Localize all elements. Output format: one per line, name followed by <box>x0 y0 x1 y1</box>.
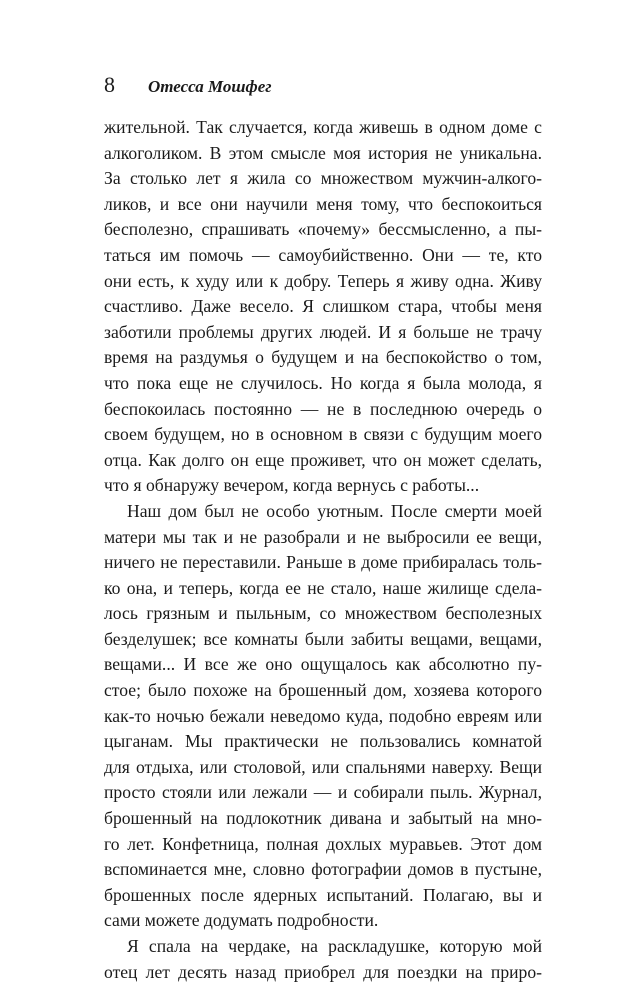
text-line: своем будущем, но в основном в связи с будущим моего <box>104 424 542 445</box>
text-line: безделушек; все комнаты были забиты вещами, вещами, <box>104 628 542 649</box>
text-line: лось грязным и пыльным, со множеством бесполезных <box>104 603 542 624</box>
text-line: что я обнаружу вечером, когда вернусь с работы... <box>104 475 480 496</box>
text-line: ликов, и все они научили меня тому, что беспокоиться <box>104 193 542 214</box>
body-text <box>104 115 542 985</box>
text-line: отец лет десять назад приобрел для поездки на приро- <box>104 961 542 982</box>
text-line: что пока еще не случилось. Но когда я была молода, я <box>104 372 542 393</box>
text-line: они есть, к худу или к добру. Теперь я живу одна. Живу <box>104 270 542 291</box>
page-header <box>104 72 272 102</box>
text-line: алкоголиком. В этом смысле моя история не уникальна. <box>104 142 542 163</box>
text-line: бесполезно, спрашивать «почему» бессмысленно, а пы- <box>104 219 542 240</box>
text-line: вспоминается мне, словно фотографии домов в пустыне, <box>104 859 542 880</box>
text-line: матери мы так и не разобрали и не выбросили ее вещи, <box>104 526 542 547</box>
text-line: как-то ночью бежали неведомо куда, подобно евреям или <box>104 705 542 726</box>
text-line: счастливо. Даже весело. Я слишком стара, чтобы меня <box>104 296 542 317</box>
text-line: сами можете додумать подробности. <box>104 910 379 931</box>
text-line: таться им помочь — самоубийственно. Они — те, кто <box>104 244 542 265</box>
text-line: вещами... И все же оно ощущалось как абсолютно пу- <box>104 654 542 675</box>
text-line: За столько лет я жила со множеством мужчин-алкого- <box>104 168 542 189</box>
text-line: го лет. Конфетница, полная дохлых муравьев. Этот дом <box>104 833 542 854</box>
text-line: время на раздумья о будущем и на беспокойство о том, <box>104 347 542 368</box>
text-line: цыганам. Мы практически не пользовались комнатой <box>104 731 542 752</box>
text-line: Я спала на чердаке, на раскладушке, которую мой <box>127 936 542 956</box>
text-line: брошенных после ядерных испытаний. Полагаю, вы и <box>104 884 542 905</box>
text-line: жительной. Так случается, когда живешь в одном доме с <box>104 117 542 137</box>
text-line: брошенный на подлокотник дивана и забытый на мно- <box>104 808 542 829</box>
running-title: Отесса Мошфег <box>148 77 272 96</box>
page-number: 8 <box>104 72 115 97</box>
text-line: для отдыха, или столовой, или спальнями наверху. Вещи <box>104 756 542 777</box>
text-line: заботили проблемы других людей. И я больше не трачу <box>104 321 542 342</box>
text-line: отца. Как долго он еще проживет, что он может сделать, <box>104 449 542 470</box>
text-line: ничего не переставили. Раньше в доме прибиралась толь- <box>104 552 542 573</box>
text-line: ко она, и теперь, когда ее не стало, наше жилище сдела- <box>104 577 542 598</box>
text-line: просто стояли или лежали — и собирали пыль. Журнал, <box>104 782 542 803</box>
text-line: беспокоилась постоянно — не в последнюю очередь о <box>104 398 542 419</box>
text-line: Наш дом был не особо уютным. После смерти моей <box>127 500 542 521</box>
text-line: стое; было похоже на брошенный дом, хозяева которого <box>104 680 542 701</box>
